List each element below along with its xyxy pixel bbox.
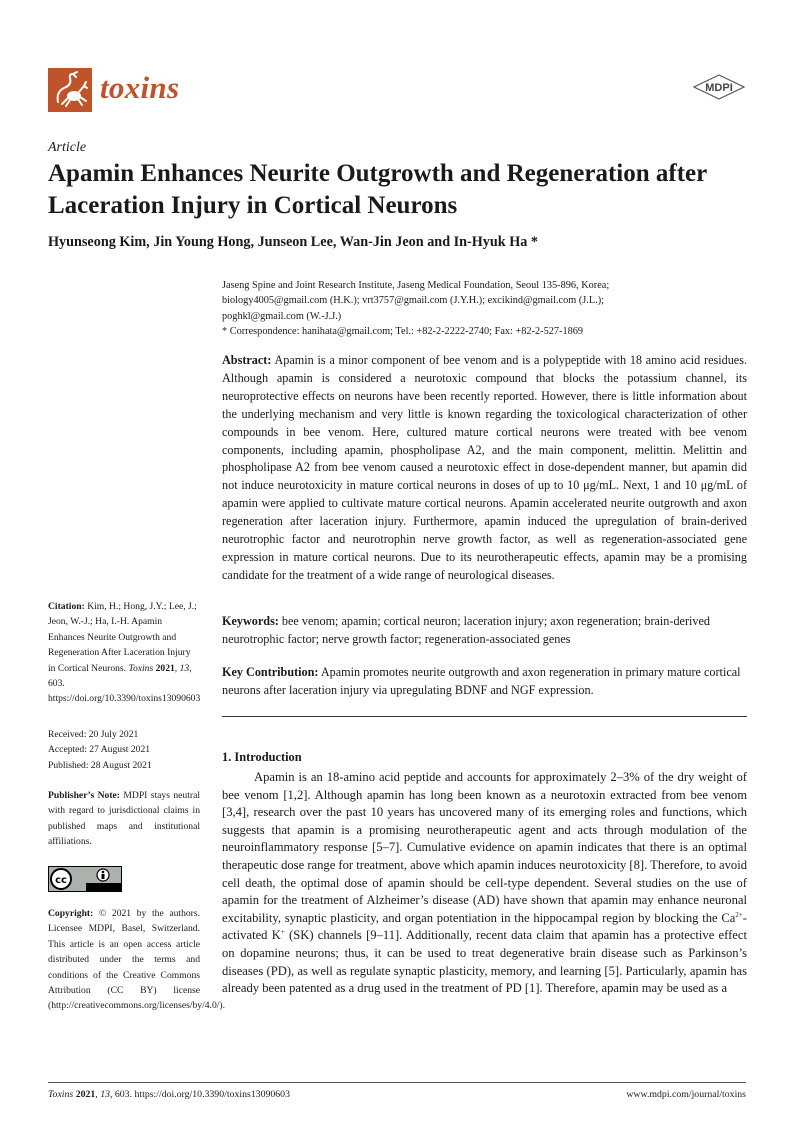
copyright-block [48, 906, 226, 1014]
copyright-text: © 2021 by the authors. Licensee MDPI, Basel, Switzerland. This article is an open access article distributed under the terms and conditions of the Creative Commons Attribution (CC BY) license (http://creativecommons.org/licenses/by/4.0/). [48, 908, 226, 1012]
section-heading: 1. Introduction [222, 750, 302, 764]
article-title: Apamin Enhances Neurite Outgrowth and Regeneration after Laceration Injury in Cortical Neurons [48, 160, 707, 219]
cc-by-icon[interactable] [48, 866, 122, 892]
footer-divider [48, 1082, 746, 1083]
key-contribution [222, 664, 747, 700]
affiliation-emails: biology4005@gmail.com (H.K.); vrt3757@gmail.com (J.Y.H.); excikind@gmail.com (J.L.); [222, 295, 605, 307]
copyright-label: Copyright: [48, 908, 94, 919]
section-divider [222, 716, 747, 717]
received-date: Received: 20 July 2021 [48, 729, 139, 740]
abstract-text: Apamin is a minor component of bee venom and is a polypeptide with 18 amino acid residues. Although apamin is considered a neurotoxic compound that blocks the potassium channel, its neuroprotective effects on neurons have been recently reported. However, there is little information about the underlying mechanism and very little is known regarding the toxicological characterization of other compounds in bee venom. Here, cultured mature cortical neurons were treated with bee venom components, including apamin, phospholipase A2, and the main component, melittin. Melittin and phospholipase A2 from bee venom caused a neurotoxic effect in dose-dependent manner, but apamin did not induce neurotoxicity in mature cortical neurons in doses of up to 10 μg/mL. Next, 1 and 10 μg/mL of apamin were applied to cultivate mature cortical neurons. Apamin accelerated neurite outgrowth and axon regeneration after laceration injury. Furthermore, apamin induced the upregulation of brain-derived neurotrophic factor and neurotrophin nerve growth factor, as well as regeneration-associated gene expression in mature cortical neurons. Due to its neurotherapeutic effects, apamin may be a promising candidate for the treatment of a wide range of neurological diseases. [222, 353, 748, 582]
superscript: + [280, 928, 285, 937]
footer-citation: Toxins 2021, 13, 603. https://doi.org/10.3390/toxins13090603 [48, 1089, 290, 1100]
keywords-text: bee venom; apamin; cortical neuron; laceration injury; axon regeneration; brain-derived neurotrophic factor; nerve growth factor; regeneration-associated genes [222, 614, 711, 646]
mdpi-logo-icon[interactable] [692, 74, 746, 100]
citation-block: Citation: Kim, H.; Hong, J.Y.; Lee, J.; Jeon, W.-J.; Ha, I.-H. Apamin Enhances Neurite Outgrowth and Regeneration After Laceration Injury in Cortical Neurons. Toxins 2021, 13, 603. https://doi.org/10.3390/toxins13090603 [48, 601, 201, 705]
scorpion-logo-icon [48, 68, 92, 112]
footer-year: 2021 [75, 1089, 96, 1100]
dates-block [48, 727, 200, 773]
affiliation-line: Jaseng Spine and Joint Research Institute, Jaseng Medical Foundation, Seoul 135-896, Korea; [222, 280, 610, 291]
footer-url[interactable]: www.mdpi.com/journal/toxins [626, 1089, 746, 1100]
intro-text: (SK) channels [9–11]. Additionally, recent data claim that apamin has a protective effect on dopamine neurons; thus, it can be used to treat degenerative brain disease such as Parkinson’s diseases (PD), as well as regulate synaptic plasticity, memory, and learning [5]. Particularly, apamin has already been patented as a drug used in the treatment of PD [1]. Therefore, apamin may be used as a [222, 928, 747, 996]
footer-volume: 13 [100, 1089, 110, 1100]
citation-journal: Toxins [128, 662, 154, 674]
publisher-note [48, 788, 200, 850]
intro-text: Apamin is an 18-amino acid peptide and accounts for approximately 2–3% of the dry weight of bee venom [1,2]. Although apamin has long been known as a neurotoxin extracted from bee venom [3,4], research over the past 10 years has uncovered many of its emerging roles and functions, which suggests that apamin is a promising neurotherapeutic agent and acts through modulation of the neuroinflammatory response [5–7]. Cumulative evidence on apamin indicates that there is an optimal therapeutic dose range for treatment, above which apamin induces neurotoxicity [8]. Therefore, to avoid cell death, the optimal dose of apamin should be cell-type dependent. Several studies on the use of apamin for the treatment of Alzheimer’s disease (AD) have shown that apamin may enhance neuronal excitability, synaptic plasticity, and organ potentiation in the hippocampal region by blocking the Ca [222, 770, 748, 925]
intro-text: -activated K [222, 910, 747, 943]
affiliation-emails: poghkl@gmail.com (W.-J.J.) [222, 310, 342, 322]
author-list: Hyunseong Kim, Jin Young Hong, Junseon Lee, Wan-Jin Jeon and In-Hyuk Ha * [48, 234, 538, 250]
keywords-label: Keywords: [222, 614, 279, 628]
publisher-note-label: Publisher’s Note: [48, 790, 120, 801]
key-contribution-text: Apamin promotes neurite outgrowth and axon regeneration in primary mature cortical neurons after laceration injury via upregulating BDNF and NGF expression. [222, 665, 741, 697]
correspondence-line: * Correspondence: hanihata@gmail.com; Tel.: +82-2-2222-2740; Fax: +82-2-527-1869 [222, 325, 584, 337]
citation-volume: 13 [179, 662, 190, 674]
svg-text:cc: cc [55, 875, 67, 886]
publisher-note-text: MDPI stays neutral with regard to jurisdictional claims in published maps and institutional affiliations. [48, 790, 200, 848]
published-date: Published: 28 August 2021 [48, 759, 152, 771]
footer-journal: Toxins [48, 1089, 74, 1100]
publisher-name: MDPI [705, 82, 733, 94]
footer-doi[interactable]: , 603. https://doi.org/10.3390/toxins13090603 [109, 1089, 290, 1100]
citation-year: 2021 [155, 662, 175, 674]
keywords [222, 613, 747, 649]
abstract-label: Abstract: [222, 353, 272, 367]
journal-name[interactable]: toxins [100, 70, 180, 105]
article-type: Article [48, 140, 87, 155]
accepted-date: Accepted: 27 August 2021 [48, 744, 151, 756]
intro-paragraph [222, 769, 747, 998]
citation-doi[interactable]: 603. https://doi.org/10.3390/toxins13090603 [48, 678, 201, 705]
abstract [222, 352, 747, 585]
citation-label: Citation: [48, 601, 85, 612]
key-contribution-label: Key Contribution: [222, 665, 319, 679]
affiliation-block [222, 278, 747, 339]
citation-text: Kim, H.; Hong, J.Y.; Lee, J.; Jeon, W.-J.; Ha, I.-H. Apamin Enhances Neurite Outgrowth and Regeneration After Laceration Injury in Cortical Neurons. [48, 601, 197, 674]
superscript: 2+ [735, 910, 743, 919]
